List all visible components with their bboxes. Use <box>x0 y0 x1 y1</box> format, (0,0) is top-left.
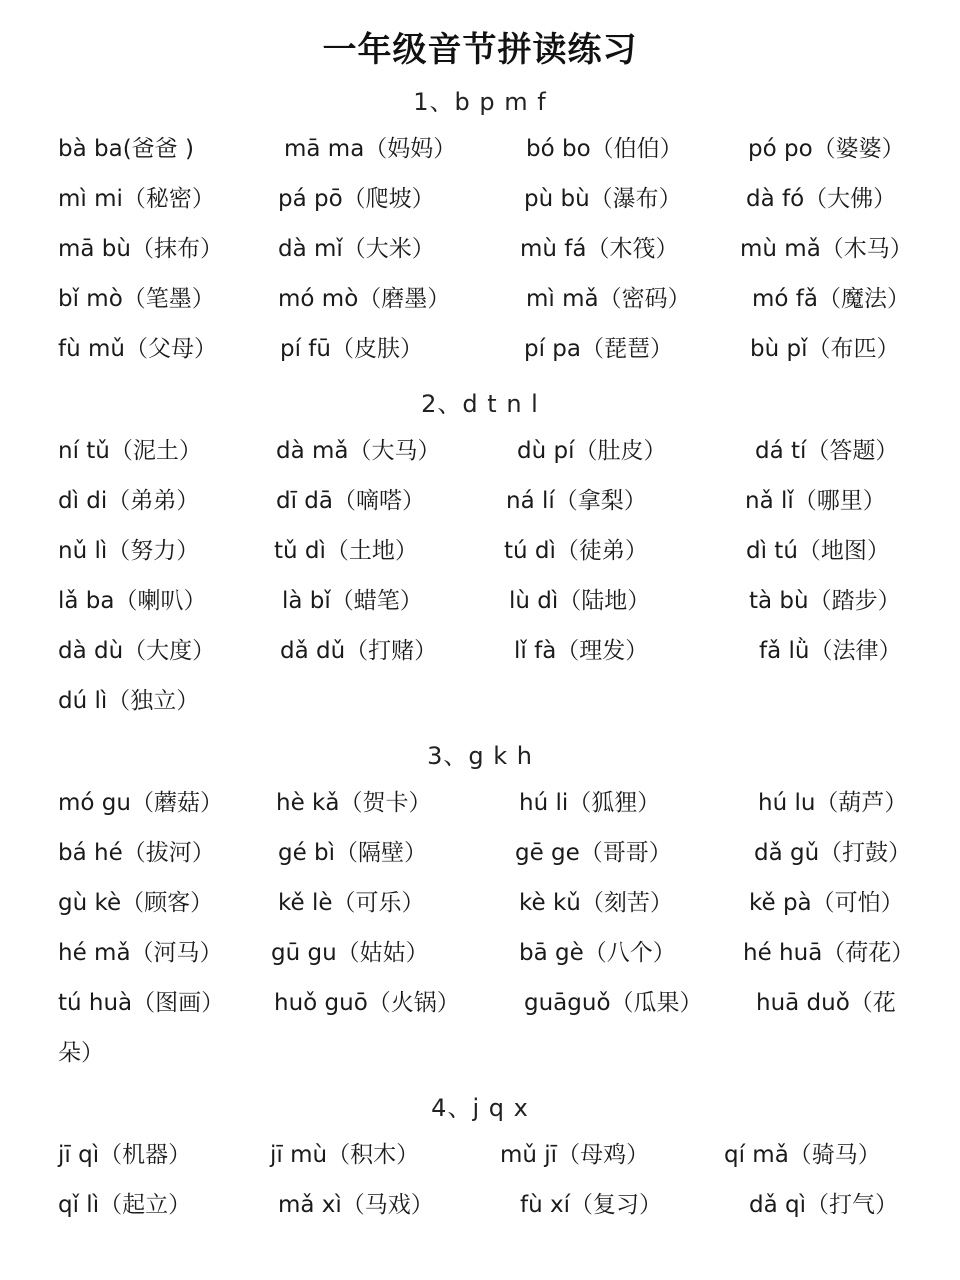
pinyin-word-item: dà fó（大佛） <box>746 186 897 212</box>
pinyin-word-item: mó gu（蘑菇） <box>58 790 223 816</box>
pinyin-word-item: tú huà（图画） <box>58 990 225 1016</box>
pinyin-word-item: huǒ guō（火锅） <box>274 990 460 1016</box>
pinyin-word-item: dà mǎ（大马） <box>276 438 441 464</box>
pinyin-word-item: kě lè（可乐） <box>278 890 425 916</box>
pinyin-word-item: lǎ ba（喇叭） <box>58 588 207 614</box>
section-heading: 2、d t n l <box>421 390 539 418</box>
pinyin-word-item: dà mǐ（大米） <box>278 236 435 262</box>
pinyin-word-item: lǐ fà（理发） <box>514 638 649 664</box>
pinyin-word-item: dú lì（独立） <box>58 688 200 714</box>
pinyin-word-item: ná lí（拿梨） <box>506 488 647 514</box>
pinyin-word-item: gū gu（姑姑） <box>271 940 429 966</box>
pinyin-word-item: bǐ mò（笔墨） <box>58 286 215 312</box>
pinyin-word-item: mǔ jī（母鸡） <box>500 1142 650 1168</box>
pinyin-word-item: mì mi（秘密） <box>58 186 215 212</box>
pinyin-word-item: kě pà（可怕） <box>749 890 904 916</box>
pinyin-word-item: mì mǎ（密码） <box>526 286 691 312</box>
pinyin-word-item: mó fǎ（魔法） <box>752 286 910 312</box>
pinyin-word-item: qí mǎ（骑马） <box>724 1142 881 1168</box>
pinyin-word-item: pù bù（瀑布） <box>524 186 682 212</box>
pinyin-word-item: pá pō（爬坡） <box>278 186 435 212</box>
pinyin-word-item: nǎ lǐ（哪里） <box>745 488 886 514</box>
pinyin-word-item: dà dù（大度） <box>58 638 216 664</box>
pinyin-word-item: pí fū（皮肤） <box>280 336 423 362</box>
pinyin-word-item: bù pǐ（布匹） <box>750 336 900 362</box>
pinyin-word-item: fù mǔ（父母） <box>58 336 217 362</box>
page-title: 一年级音节拼读练习 <box>322 30 638 70</box>
pinyin-word-item: gù kè（顾客） <box>58 890 214 916</box>
pinyin-word-item: lù dì（陆地） <box>509 588 651 614</box>
pinyin-word-item: hè kǎ（贺卡） <box>276 790 432 816</box>
pinyin-word-item: qǐ lì（起立） <box>58 1192 192 1218</box>
pinyin-word-item: bà ba(爸爸 ) <box>58 136 194 162</box>
pinyin-word-item: nǔ lì（努力） <box>58 538 200 564</box>
pinyin-word-item: kè kǔ（刻苦） <box>519 890 673 916</box>
pinyin-word-item: fù xí（复习） <box>520 1192 662 1218</box>
pinyin-word-item: jī mù（积木） <box>270 1142 420 1168</box>
pinyin-word-item: dù pí（肚皮） <box>517 438 667 464</box>
pinyin-word-item: huā duǒ（花 <box>756 990 896 1016</box>
section-heading: 1、b p m f <box>413 88 547 116</box>
pinyin-word-item: là bǐ（蜡笔） <box>282 588 423 614</box>
pinyin-word-item: dǎ dǔ（打赌） <box>280 638 438 664</box>
pinyin-word-item: gé bì（隔壁） <box>278 840 428 866</box>
pinyin-word-item: hé huā（荷花） <box>743 940 915 966</box>
pinyin-word-item: jī qì（机器） <box>58 1142 192 1168</box>
pinyin-word-item: dì tú（地图） <box>746 538 890 564</box>
pinyin-word-item: pí pa（琵琶） <box>524 336 673 362</box>
pinyin-word-item: pó po（婆婆） <box>748 136 905 162</box>
pinyin-word-item: mù mǎ（木马） <box>740 236 913 262</box>
pinyin-word-item: fǎ lǜ（法律） <box>759 638 902 664</box>
pinyin-word-item: hú lu（葫芦） <box>758 790 908 816</box>
pinyin-word-item: dǎ gǔ（打鼓） <box>754 840 912 866</box>
pinyin-word-item: tǔ dì（土地） <box>274 538 418 564</box>
pinyin-word-item: tà bù（踏步） <box>749 588 901 614</box>
section-heading: 4、j q x <box>431 1094 529 1122</box>
pinyin-word-item: dì di（弟弟） <box>58 488 200 514</box>
pinyin-word-item: mù fá（木筏） <box>520 236 679 262</box>
pinyin-word-item: dī dā（嘀嗒） <box>276 488 425 514</box>
pinyin-word-item: hé mǎ（河马） <box>58 940 223 966</box>
pinyin-word-item: bā gè（八个） <box>519 940 676 966</box>
pinyin-word-item: mā ma（妈妈） <box>284 136 457 162</box>
pinyin-word-item: bá hé（拔河） <box>58 840 215 866</box>
pinyin-word-item: mā bù（抹布） <box>58 236 223 262</box>
pinyin-word-item: dá tí（答题） <box>755 438 899 464</box>
pinyin-word-item: ní tǔ（泥土） <box>58 438 202 464</box>
pinyin-word-item: tú dì（徒弟） <box>504 538 648 564</box>
pinyin-word-item: mó mò（磨墨） <box>278 286 451 312</box>
pinyin-word-item: hú li（狐狸） <box>519 790 661 816</box>
pinyin-word-item: dǎ qì（打气） <box>749 1192 898 1218</box>
pinyin-word-item: guāguǒ（瓜果） <box>524 990 703 1016</box>
pinyin-word-item: mǎ xì（马戏） <box>278 1192 434 1218</box>
pinyin-word-item: bó bo（伯伯） <box>526 136 683 162</box>
section-heading: 3、g k h <box>427 742 533 770</box>
pinyin-word-item: gē ge（哥哥） <box>515 840 672 866</box>
pinyin-word-item: 朵） <box>58 1040 104 1066</box>
